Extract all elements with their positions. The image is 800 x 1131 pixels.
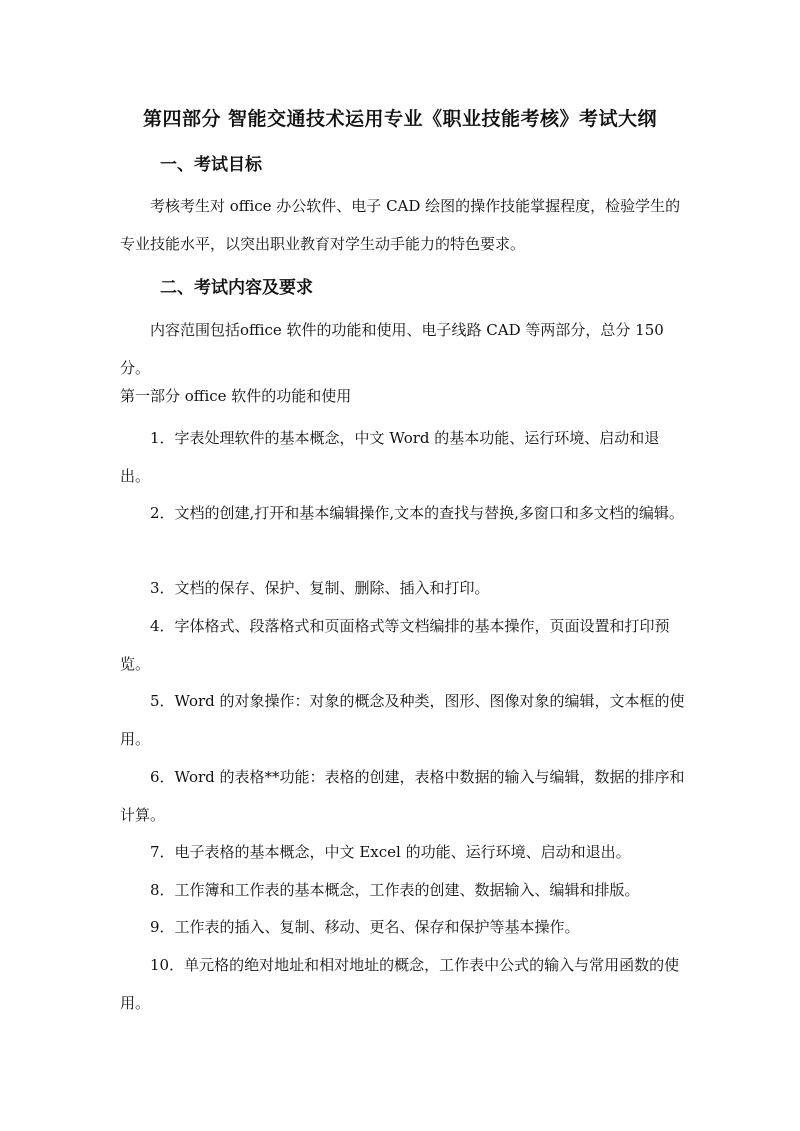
list-item-7: 7．电子表格的基本概念，中文 Excel 的功能、运行环境、启动和退出。 <box>150 843 631 861</box>
list-item-3: 3．文档的保存、保护、复制、删除、插入和打印。 <box>150 579 490 597</box>
list-item-4: 4．字体格式、段落格式和页面格式等文档编排的基本操作，页面设置和打印预览。 <box>120 617 670 673</box>
list-item-2: 2．文档的创建,打开和基本编辑操作,文本的查找与替换,多窗口和多文档的编辑。 <box>150 504 684 522</box>
list-item-1: 1．字表处理软件的基本概念，中文 Word 的基本功能、运行环境、启动和退出。 <box>120 429 660 485</box>
list-item-9: 9．工作表的插入、复制、移动、更名、保存和保护等基本操作。 <box>150 918 580 936</box>
section-heading-exam-goal: 一、考试目标 <box>160 155 262 175</box>
list-item-8: 8．工作簿和工作表的基本概念，工作表的创建、数据输入、编辑和排版。 <box>150 881 640 899</box>
page-title: 第四部分 智能交通技术运用专业《职业技能考核》考试大纲 <box>142 108 658 130</box>
list-item-6: 6．Word 的表格**功能：表格的创建，表格中数据的输入与编辑，数据的排序和计算。 <box>120 768 685 824</box>
list-item-10: 10．单元格的绝对地址和相对地址的概念，工作表中公式的输入与常用函数的使用。 <box>120 956 680 1012</box>
exam-content-paragraph: 内容范围包括office 软件的功能和使用、电子线路 CAD 等两部分，总分 150 分。 <box>120 321 664 377</box>
exam-goal-paragraph: 考核考生对 office 办公软件、电子 CAD 绘图的操作技能掌握程度，检验学生的专业技能水平，以突出职业教育对学生动手能力的特色要求。 <box>120 197 681 253</box>
part-one-heading: 第一部分 office 软件的功能和使用 <box>120 387 352 405</box>
section-heading-exam-content: 二、考试内容及要求 <box>160 278 313 298</box>
list-item-5: 5．Word 的对象操作：对象的概念及种类，图形、图像对象的编辑，文本框的使用。 <box>120 692 685 748</box>
